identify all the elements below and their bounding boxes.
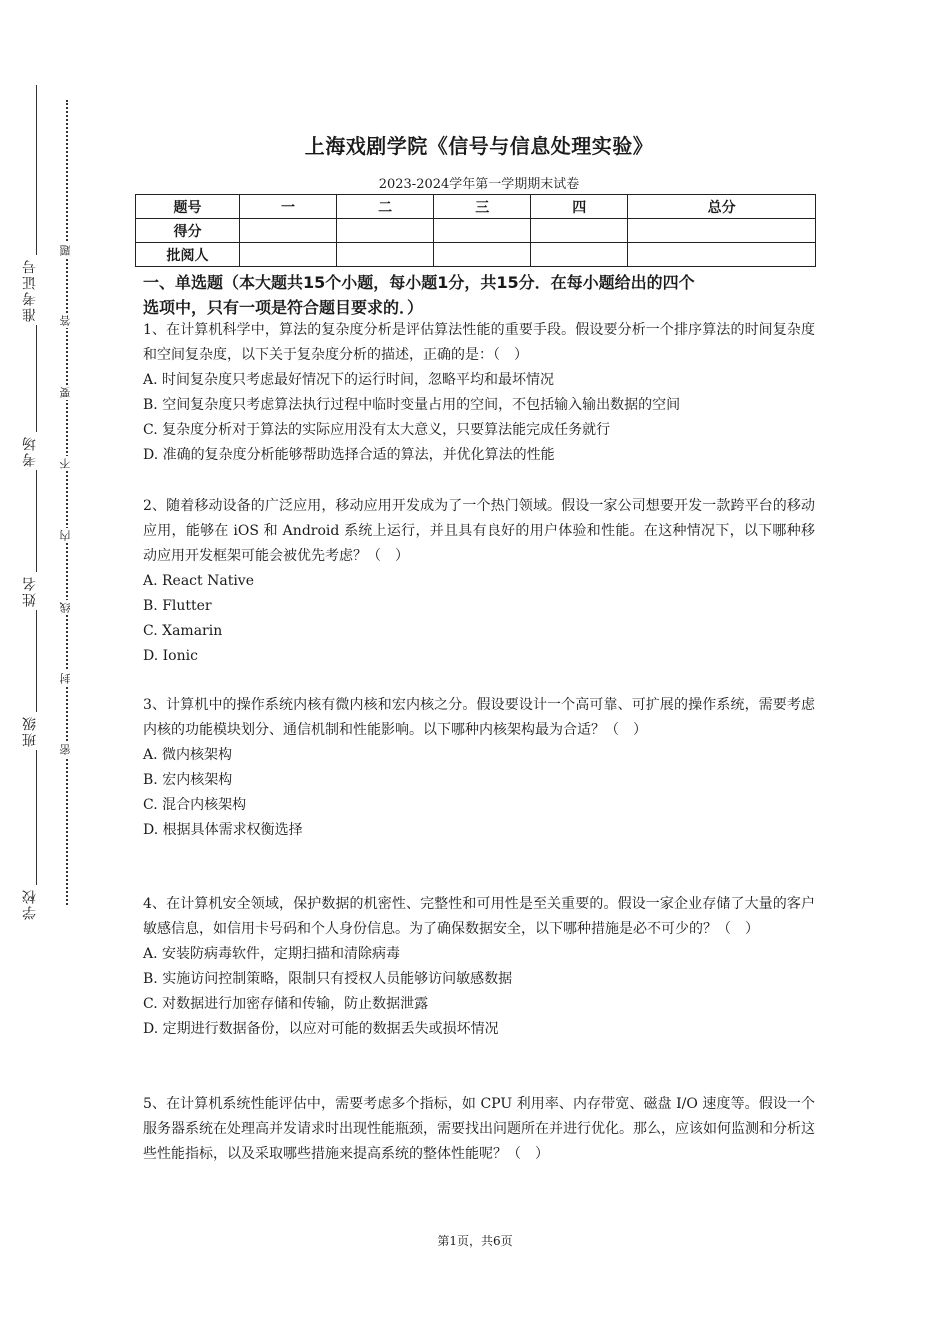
grader-cell[interactable] (337, 243, 434, 267)
class-label: 班级 (22, 712, 38, 750)
option-d: D. 定期进行数据备份，以应对可能的数据丢失或损坏情况 (143, 1021, 499, 1037)
seal-char: 密 (59, 744, 72, 755)
section-heading (143, 270, 815, 320)
option-a: A. 时间复杂度只考虑最好情况下的运行时间，忽略平均和最坏情况 (143, 372, 555, 388)
question-4 (143, 892, 815, 1042)
grader-row-label: 批阅人 (136, 243, 240, 267)
seal-char: 内 (59, 530, 72, 541)
option-d: D. 准确的复杂度分析能够帮助选择合适的算法，并优化算法的性能 (143, 447, 555, 463)
option-c: C. 复杂度分析对于算法的实际应用没有太大意义，只要算法能完成任务就行 (143, 422, 611, 438)
exam-subtitle: 2023-2024学年第一学期期末试卷 (378, 177, 580, 192)
grader-cell[interactable] (240, 243, 337, 267)
question-stem: 3、计算机中的操作系统内核有微内核和宏内核之分。假设要设计一个高可靠、可扩展的操作系统，需要考虑内核的功能模块划分、通信机制和性能影响。以下哪种内核架构最为合适？（ ） (143, 697, 815, 738)
grader-cell[interactable] (434, 243, 531, 267)
score-header-cell: 题号 (136, 195, 240, 219)
seal-char: 题 (59, 245, 72, 256)
score-cell[interactable] (434, 219, 531, 243)
option-d: D. Ionic (143, 648, 198, 664)
grader-row (136, 243, 816, 267)
exam-room-label: 考场 (22, 432, 38, 470)
school-label: 学校 (22, 885, 38, 923)
question-stem: 4、在计算机安全领域，保护数据的机密性、完整性和可用性是至关重要的。假设一家企业存储了大量的客户敏感信息，如信用卡号码和个人身份信息。为了确保数据安全，以下哪种措施是必不可少的？（ ） (143, 896, 815, 937)
question-1 (143, 318, 815, 468)
question-5 (143, 1092, 815, 1167)
seal-char: 封 (59, 673, 72, 684)
score-cell[interactable] (337, 219, 434, 243)
binding-margin (0, 0, 80, 1344)
option-a: A. 微内核架构 (143, 747, 233, 763)
question-3 (143, 693, 815, 843)
page-footer: 第1页，共6页 (437, 1234, 513, 1248)
option-d: D. 根据具体需求权衡选择 (143, 822, 303, 838)
score-cell[interactable] (240, 219, 337, 243)
binding-dotted-line (66, 100, 68, 905)
option-b: B. 实施访问控制策略，限制只有授权人员能够访问敏感数据 (143, 971, 513, 987)
score-header-cell: 二 (337, 195, 434, 219)
score-header-cell: 一 (240, 195, 337, 219)
option-a: A. 安装防病毒软件，定期扫描和清除病毒 (143, 946, 401, 962)
score-table (135, 194, 816, 267)
score-row-label: 得分 (136, 219, 240, 243)
seal-char: 答 (59, 315, 72, 326)
option-a: A. React Native (143, 573, 254, 589)
option-c: C. 混合内核架构 (143, 797, 247, 813)
grader-cell[interactable] (628, 243, 816, 267)
score-cell[interactable] (628, 219, 816, 243)
section-heading-line: 选项中，只有一项是符合题目要求的．） (143, 298, 424, 317)
seal-char: 线 (59, 602, 72, 613)
option-c: C. Xamarin (143, 623, 223, 639)
score-row (136, 219, 816, 243)
question-stem: 2、随着移动设备的广泛应用，移动应用开发成为了一个热门领域。假设一家公司想要开发一款跨平台的移动应用，能够在 iOS 和 Android 系统上运行，并且具有良好的用户体验和性能。在这种情况下，以下哪种移动应用开发框架可能会被优先考虑？（ ） (143, 498, 815, 564)
score-table-header-row (136, 195, 816, 219)
question-stem: 1、在计算机科学中，算法的复杂度分析是评估算法性能的重要手段。假设要分析一个排序算法的时间复杂度和空间复杂度，以下关于复杂度分析的描述，正确的是：（ ） (143, 322, 815, 363)
question-2 (143, 494, 815, 669)
exam-title: 上海戏剧学院《信号与信息处理实验》 (304, 134, 654, 158)
option-b: B. 空间复杂度只考虑算法执行过程中临时变量占用的空间，不包括输入输出数据的空间 (143, 397, 681, 413)
name-label: 姓名 (22, 572, 38, 610)
option-b: B. Flutter (143, 598, 212, 614)
score-header-cell: 四 (531, 195, 628, 219)
score-header-cell: 总分 (628, 195, 816, 219)
binding-solid-line (36, 85, 37, 920)
seal-char: 要 (59, 387, 72, 398)
score-cell[interactable] (531, 219, 628, 243)
section-heading-line: 一、单选题（本大题共15个小题，每小题1分，共15分．在每小题给出的四个 (143, 273, 695, 292)
option-c: C. 对数据进行加密存储和传输，防止数据泄露 (143, 996, 429, 1012)
seal-char: 不 (59, 458, 72, 469)
exam-id-label: 准考证号 (22, 255, 38, 325)
question-stem: 5、在计算机系统性能评估中，需要考虑多个指标，如 CPU 利用率、内存带宽、磁盘 I/O 速度等。假设一个服务器系统在处理高并发请求时出现性能瓶颈，需要找出问题所在并进行优化。那么，应该如何监测和分析这些性能指标，以及采取哪些措施来提高系统的整体性能呢？（ ） (143, 1096, 815, 1162)
grader-cell[interactable] (531, 243, 628, 267)
score-header-cell: 三 (434, 195, 531, 219)
option-b: B. 宏内核架构 (143, 772, 233, 788)
